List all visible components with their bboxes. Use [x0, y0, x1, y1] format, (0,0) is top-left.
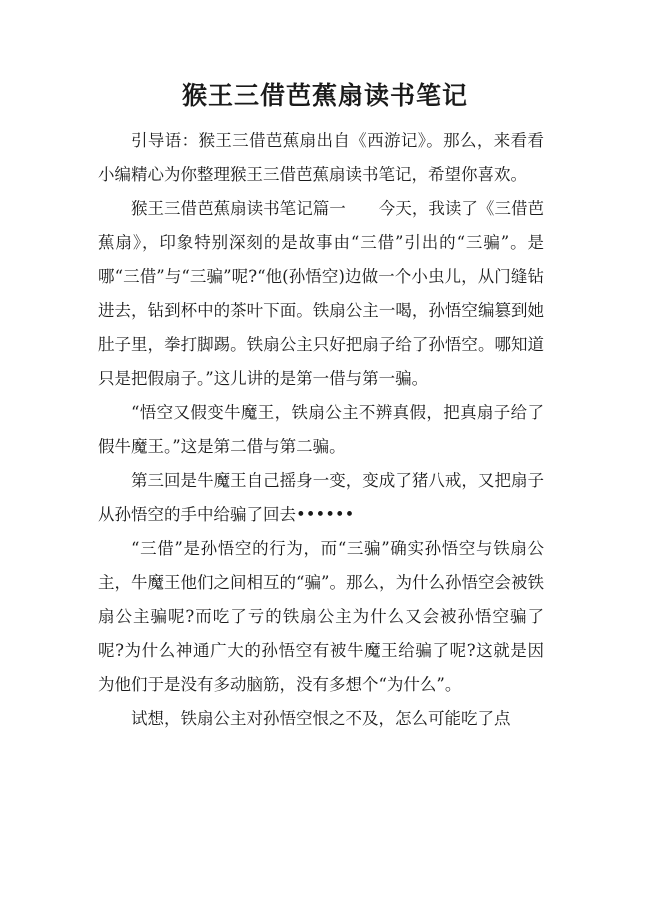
- document-body: [98, 124, 544, 736]
- paragraph-analysis: “三借”是孙悟空的行为，而“三骗”确实孙悟空与铁扇公主，牛魔王他们之间相互的“骗”。那么，为什么孙悟空会被铁扇公主骗呢?而吃了亏的铁扇公主为什么又会被孙悟空骗了呢?为什么神通广大的孙悟空有被牛魔王给骗了呢?这就是因为他们于是没有多动脑筋，没有多想个“为什么”。: [98, 539, 544, 694]
- paragraph-second-borrow: “悟空又假变牛魔王，铁扇公主不辨真假，把真扇子给了假牛魔王。”这是第二借与第二骗。: [98, 403, 544, 456]
- paragraph-first-borrow: 猴王三借芭蕉扇读书笔记篇一 今天，我读了《三借芭蕉扇》，印象特别深刻的是故事由“三借”引出的“三骗”。是哪“三借”与“三骗”呢?“他(孙悟空)边做一个小虫儿，从门缝钻进去，钻到杯中的茶叶下面。铁扇公主一喝，孙悟空编篡到她肚子里，拳打脚踢。铁扇公主只好把扇子给了孙悟空。哪知道只是把假扇子。”这儿讲的是第一借与第一骗。: [98, 199, 544, 388]
- document-title: 猴王三借芭蕉扇读书笔记: [181, 81, 468, 110]
- paragraph-third-borrow: 第三回是牛魔王自己摇身一变，变成了猪八戒，又把扇子从孙悟空的手中给骗了回去••••••: [98, 471, 544, 524]
- paragraph-intro: 引导语：猴王三借芭蕉扇出自《西游记》。那么，来看看小编精心为你整理猴王三借芭蕉扇读书笔记，希望你喜欢。: [98, 131, 544, 184]
- paragraph-reflection: 试想，铁扇公主对孙悟空恨之不及，怎么可能吃了点: [131, 709, 511, 728]
